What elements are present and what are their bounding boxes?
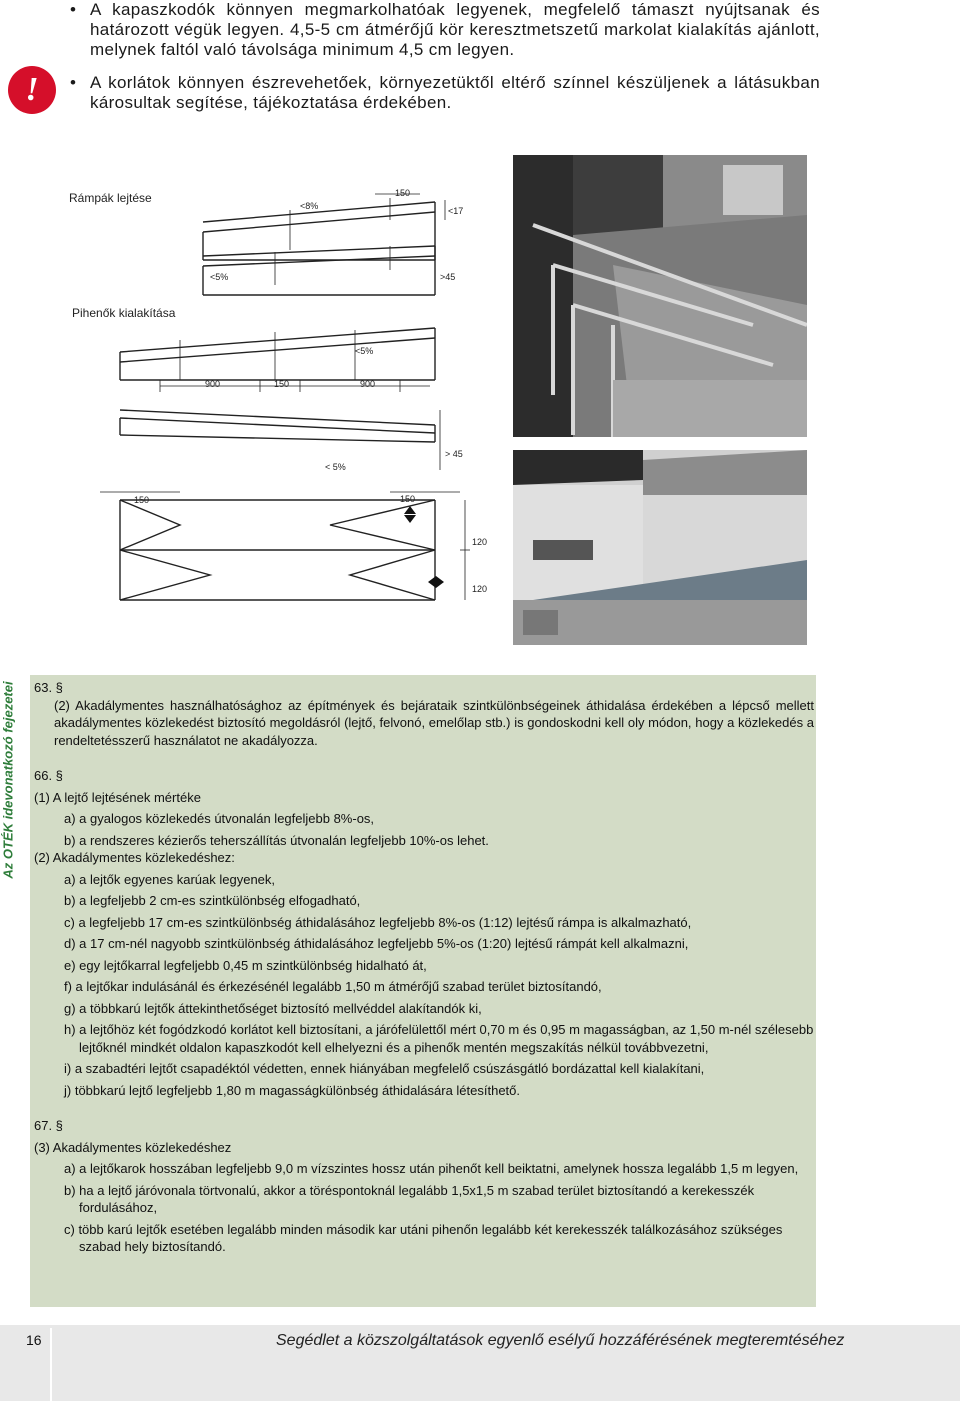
footer-divider bbox=[50, 1328, 52, 1401]
section-67-item: c) több karú lejtők esetében legalább minden második kar utáni pihenőn legalább két kerekesszék találkozásához szükséges szabad hely biztosítandó. bbox=[64, 1221, 783, 1254]
section-66-item: h) a lejtőhöz két fogódzkodó korlátot kell biztosítani, a járófelülettől mért 0,70 m és 0,95 m magasságban, az 1,50 m-nél szélesebb lejtőknél mindkét oldalon kapaszkodót kell elhelyezni és a pihenők mentén megszakítás nélkül továbbvezetni, bbox=[64, 1022, 814, 1055]
section-66-item: a) a lejtők egyenes karúak legyenek, bbox=[64, 871, 276, 887]
section-66-para-1-a: a) a gyalogos közlekedés útvonalán legfeljebb 8%-os, bbox=[64, 811, 375, 826]
section-66-item: j) többkarú lejtő legfeljebb 1,80 m magasságkülönbség áthidalására létesíthető. bbox=[64, 1082, 521, 1098]
dim-150-d: 150 bbox=[400, 494, 416, 504]
warning-icon: ! bbox=[8, 66, 56, 114]
section-67-item: b) ha a lejtő járóvonala törtvonalú, akkor a töréspontoknál legalább 1,5x1,5 m szabad terület biztosítandó a kerekesszék fordulásához, bbox=[64, 1182, 755, 1215]
section-66-para-2: (2) Akadálymentes közlekedéshez: bbox=[34, 850, 235, 865]
section-66-item: f) a lejtőkar indulásánál és érkezésénél legalább 1,50 m átmérőjű szabad terület biztosítandó, bbox=[64, 979, 602, 994]
bullet-text: A korlátok könnyen észrevehetőek, környezetüktől eltérő színnel készüljenek a látásukban károsultak segítése, tájékoztatása érdekében. bbox=[90, 73, 820, 112]
ramp-drawings bbox=[60, 180, 500, 620]
section-66-item: b) a legfeljebb 2 cm-es szintkülönbség elfogadható, bbox=[64, 893, 361, 908]
bullet-handrail-grip bbox=[70, 0, 820, 60]
dim-120-a: 120 bbox=[472, 537, 488, 547]
direction-arrow-icon-2 bbox=[428, 576, 444, 588]
section-67-heading: 67. § bbox=[34, 1118, 63, 1133]
section-66-item: e) egy lejtőkarral legfeljebb 0,45 m szintkülönbség hidalható át, bbox=[64, 957, 427, 973]
dim-120-b: 120 bbox=[472, 584, 488, 594]
footer-title: Segédlet a közszolgáltatások egyenlő esélyű hozzáférésének megteremtéséhez bbox=[276, 1332, 845, 1349]
section-66-item: c) a legfeljebb 17 cm-es szintkülönbség áthidalásához legfeljebb 8%-os (1:12) lejtésű rámpa is alkalmazható, bbox=[64, 914, 692, 930]
dim-17: <17 bbox=[448, 206, 464, 216]
ramp-diagram bbox=[60, 180, 500, 620]
section-66-para-1: (1) A lejtő lejtésének mértéke bbox=[34, 789, 201, 805]
bullet-handrail-color bbox=[70, 73, 820, 113]
page-number: 16 bbox=[26, 1332, 42, 1348]
building-ramp-photo bbox=[513, 450, 807, 645]
side-label-text: Az OTÉK idevonatkozó fejezetei bbox=[0, 681, 16, 879]
intro-bullets bbox=[70, 0, 820, 126]
section-63-para-2: (2) Akadálymentes használhatósághoz az építmények és bejárataik szintkülönbségeinek áthidalása érdekében a lépcső mellett akadálymentes közlekedést biztosító megoldásról (lejtő, felvonó, emelőlap stb.) is gondoskodni kell oly módon, hogy a közlekedés a rendeltetésszerű használatot ne akadályozza. bbox=[54, 697, 814, 748]
section-66-heading: 66. § bbox=[34, 768, 63, 783]
dim-900-b: 900 bbox=[360, 379, 376, 389]
bullet-dot: • bbox=[70, 73, 77, 92]
dim-8pct: <8% bbox=[300, 201, 319, 211]
section-67-para-3: (3) Akadálymentes közlekedéshez bbox=[34, 1139, 232, 1155]
landing-title: Pihenők kialakítása bbox=[72, 306, 176, 320]
ramp-profile-5pct bbox=[203, 246, 435, 295]
section-66-item: g) a többkarú lejtők áttekinthetőséget biztosító mellvéddel alakítandók ki, bbox=[64, 1000, 482, 1016]
ramp-plan-view bbox=[100, 410, 470, 600]
dim-45-a: >45 bbox=[440, 272, 456, 282]
dim-45-b: > 45 bbox=[445, 449, 463, 459]
dim-5pct-b: <5% bbox=[355, 346, 374, 356]
dim-5pct-c: < 5% bbox=[325, 462, 346, 472]
bullet-text: A kapaszkodók könnyen megmarkolhatóak legyenek, megfelelő támaszt nyújtsanak és határozott végük legyen. 4,5-5 cm átmérőjű kör keresztmetszetű markolat kialakítás ajánlott, melynek faltól való távolsága minimum 4,5 cm legyen. bbox=[90, 0, 820, 59]
dim-5pct-a: <5% bbox=[210, 272, 229, 282]
dim-150-c: 150 bbox=[134, 495, 150, 505]
dim-900-a: 900 bbox=[205, 379, 221, 389]
ramp-slope-title: Rámpák lejtése bbox=[69, 191, 152, 205]
side-section-label bbox=[0, 680, 20, 880]
section-66-item: d) a 17 cm-nél nagyobb szintkülönbség áthidalásához legfeljebb 5%-os (1:20) lejtésű rámpát kell alkalmazni, bbox=[64, 936, 689, 951]
direction-arrow-icon bbox=[404, 506, 416, 523]
regulation-text bbox=[34, 679, 814, 1256]
dim-150-a: 150 bbox=[395, 188, 411, 198]
bullet-dot: • bbox=[70, 0, 77, 19]
dim-150-b: 150 bbox=[274, 379, 290, 389]
section-63-heading: 63. § bbox=[34, 680, 63, 695]
section-66-para-1-b: b) a rendszeres kézierős teherszállítás útvonalán legfeljebb 10%-os lehet. bbox=[64, 832, 489, 848]
section-67-item: a) a lejtőkarok hosszában legfeljebb 9,0 m vízszintes hossz után pihenőt kell beiktatni, amelynek hossza legalább 1,5 m legyen, bbox=[64, 1161, 799, 1176]
section-66-item: i) a szabadtéri lejtőt csapadéktól védetten, ennek hiányában megfelelő csúszásgátló bordázattal kell kialakítani, bbox=[64, 1061, 705, 1076]
ramp-photo bbox=[513, 155, 807, 437]
